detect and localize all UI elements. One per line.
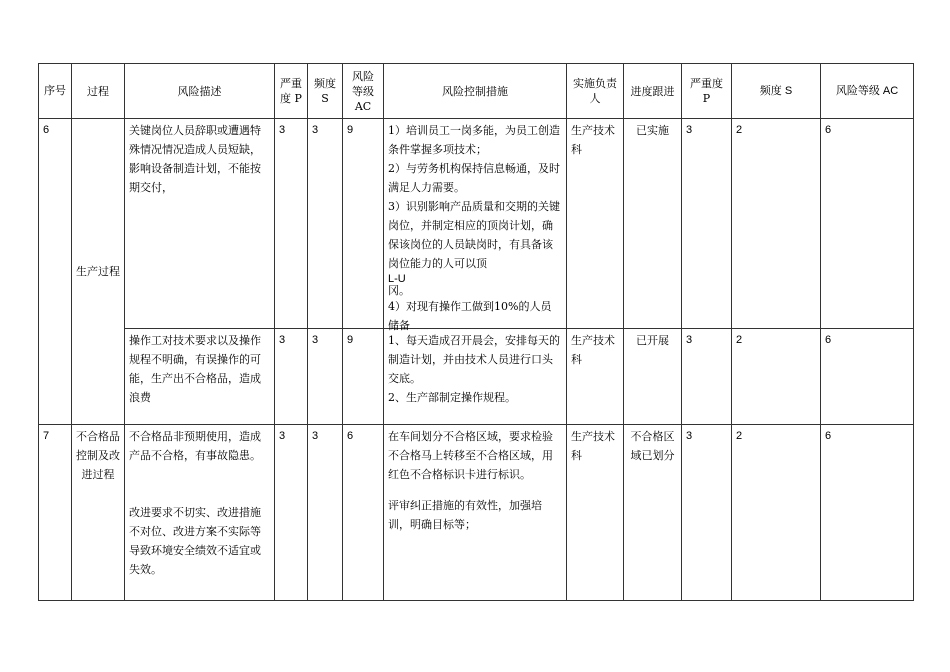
header-severity-p-after: 严重度 P	[682, 64, 732, 119]
header-level-ac: 风险等级 AC	[343, 64, 384, 119]
header-progress: 进度跟进	[624, 64, 682, 119]
control-measures	[384, 425, 567, 601]
measure-item: L-U	[388, 273, 406, 285]
header-description: 风险描述	[125, 64, 275, 119]
severity-after-value: 3	[682, 119, 732, 329]
header-frequency-s-after: 频度 S	[732, 64, 821, 119]
severity-value: 3	[275, 425, 308, 601]
header-measures: 风险控制措施	[384, 64, 567, 119]
measure-item: 冈。	[388, 284, 410, 297]
measure-item: 1、每天造成召开晨会，安排每天的制造计划，并由技术人员进行口头交底。	[388, 334, 560, 385]
header-frequency-s: 频度 S	[308, 64, 343, 119]
process-name: 生产过程	[72, 119, 125, 425]
risk-description	[125, 425, 275, 601]
severity-after-value: 3	[682, 425, 732, 601]
severity-value: 3	[275, 119, 308, 329]
header-severity-p: 严重度 P	[275, 64, 308, 119]
header-level-ac-after: 风险等级 AC	[821, 64, 914, 119]
level-value: 9	[343, 119, 384, 329]
row-number: 6	[39, 119, 72, 425]
control-measures	[384, 329, 567, 425]
measure-item: 4）对现有操作工做到10%的人员储备	[388, 300, 552, 332]
description-item: 改进要求不切实、改进措施不对位、改进方案不实际等导致环境安全绩效不适宜或失效。	[129, 506, 261, 576]
risk-description: 关键岗位人员辞职或遭遇特殊情况情况造成人员短缺，影响设备制造计划，不能按期交付，	[125, 119, 275, 329]
measure-item: 3）识别影响产品质量和交期的关键岗位，并制定相应的顶岗计划，确保该岗位的人员缺岗时，有具备该岗位能力的人可以顶	[388, 200, 560, 270]
severity-value: 3	[275, 329, 308, 425]
header-owner: 实施负责人	[567, 64, 624, 119]
owner-value: 生产技术科	[567, 425, 624, 601]
progress-value: 不合格区域已划分	[624, 425, 682, 601]
frequency-value: 3	[308, 119, 343, 329]
frequency-after-value: 2	[732, 119, 821, 329]
level-value: 6	[343, 425, 384, 601]
owner-value: 生产技术科	[567, 119, 624, 329]
measure-item: 评审纠正措施的有效性，加强培训，明确目标等；	[388, 499, 542, 531]
process-name: 不合格品控制及改进过程	[72, 425, 125, 601]
frequency-after-value: 2	[732, 329, 821, 425]
frequency-after-value: 2	[732, 425, 821, 601]
header-row	[39, 64, 914, 119]
table-row	[39, 119, 914, 329]
table-row	[39, 329, 914, 425]
control-measures	[384, 119, 567, 332]
progress-value: 已开展	[624, 329, 682, 425]
level-value: 9	[343, 329, 384, 425]
header-process: 过程	[72, 64, 125, 119]
description-item: 不合格品非预期使用，造成产品不合格，有事故隐患。	[129, 430, 261, 462]
progress-value: 已实施	[624, 119, 682, 329]
owner-value: 生产技术科	[567, 329, 624, 425]
measure-item: 1）培训员工一岗多能，为员工创造条件掌握多项技术；	[388, 124, 560, 156]
measure-item: 2）与劳务机构保持信息畅通，及时满足人力需要。	[388, 162, 560, 194]
measure-item: 在车间划分不合格区域，要求检验不合格马上转移至不合格区域，用红色不合格标识卡进行标识。	[388, 430, 553, 481]
level-after-value: 6	[821, 329, 914, 425]
frequency-value: 3	[308, 425, 343, 601]
header-no: 序号	[39, 64, 72, 119]
level-after-value: 6	[821, 119, 914, 329]
row-number: 7	[39, 425, 72, 601]
severity-after-value: 3	[682, 329, 732, 425]
frequency-value: 3	[308, 329, 343, 425]
risk-description: 操作工对技术要求以及操作规程不明确，有误操作的可能，生产出不合格品，造成浪费	[125, 329, 275, 425]
table-row	[39, 425, 914, 601]
risk-control-table	[38, 63, 914, 601]
level-after-value: 6	[821, 425, 914, 601]
measure-item: 2、生产部制定操作规程。	[388, 391, 516, 404]
